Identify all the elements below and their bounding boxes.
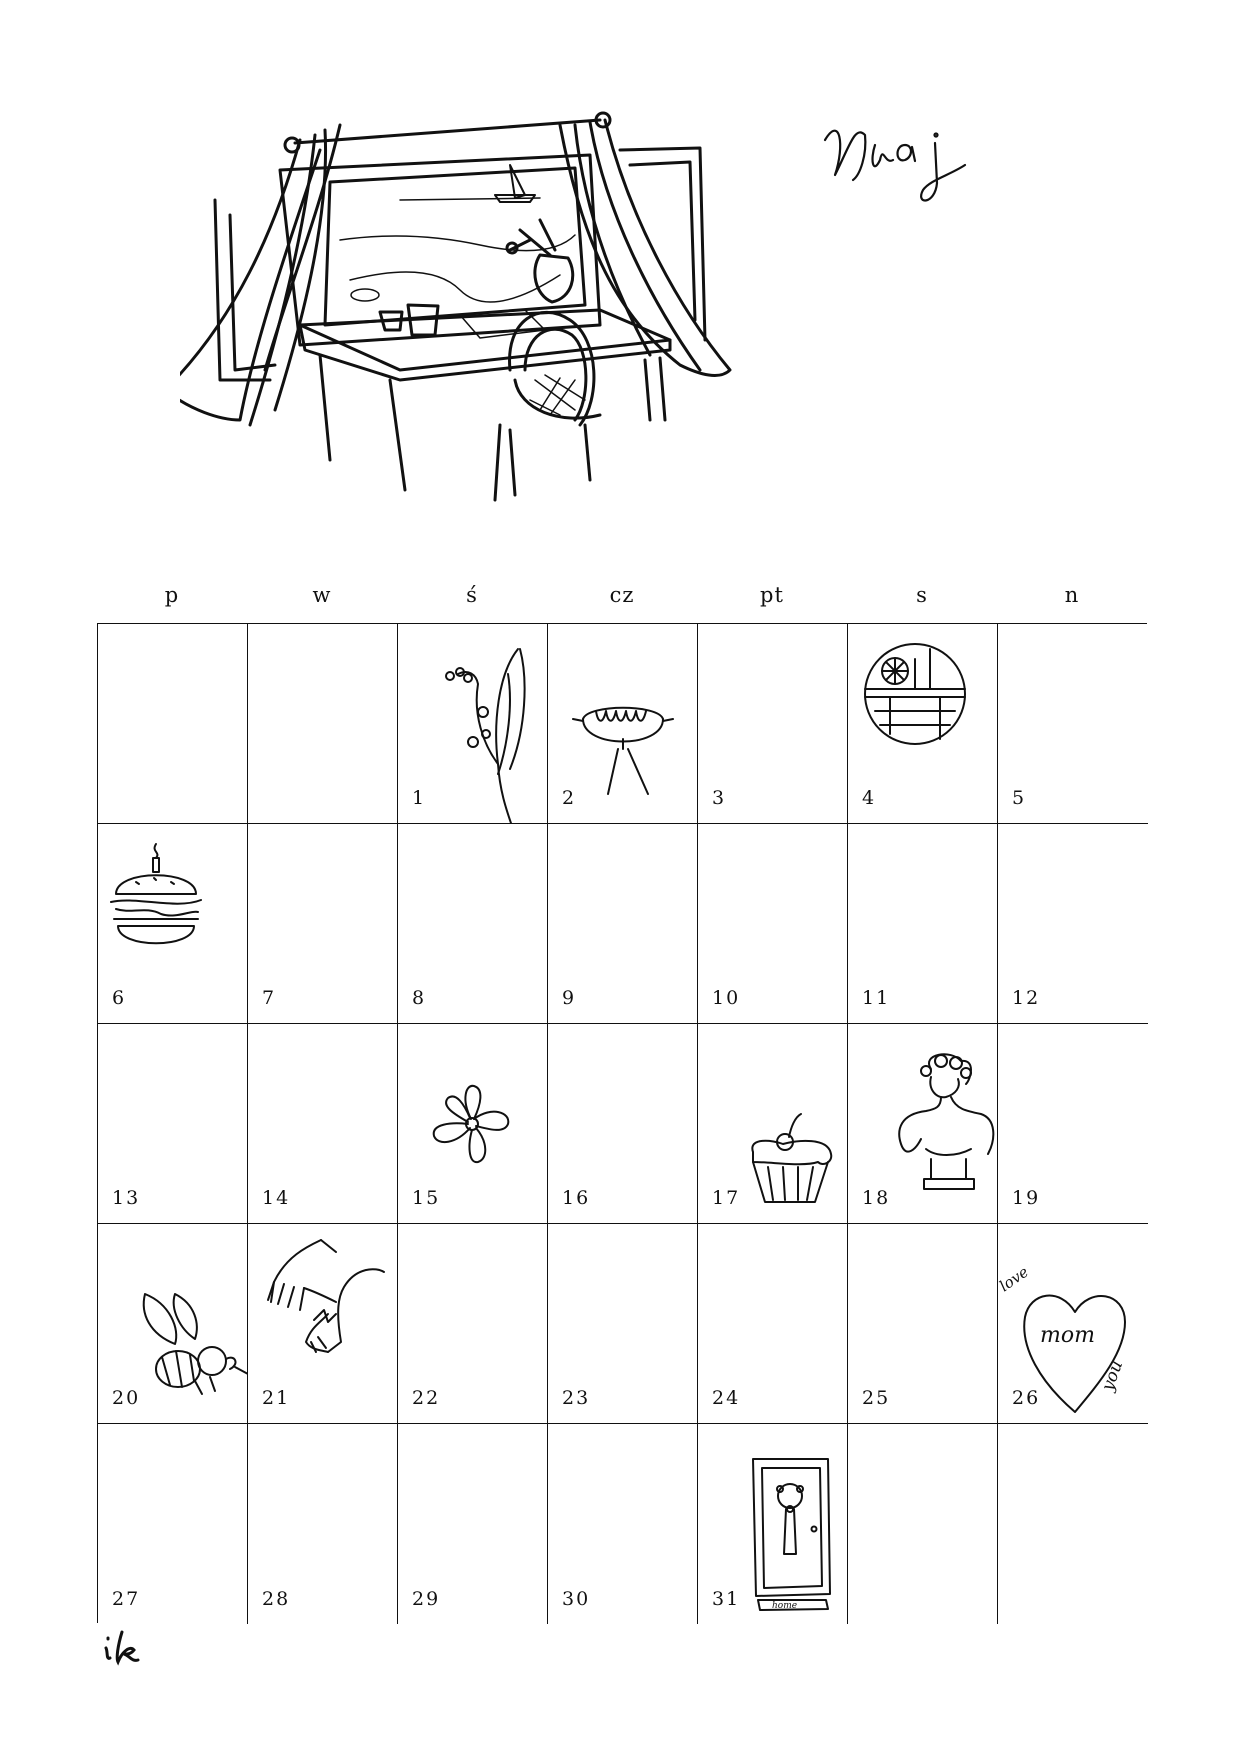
weekday-header: pt [760, 583, 784, 607]
day-number: 1 [412, 787, 427, 809]
calendar-cell[interactable] [548, 824, 698, 1024]
day-number: 3 [712, 787, 727, 809]
calendar-cell[interactable] [248, 1224, 398, 1424]
calendar-cell[interactable] [398, 824, 548, 1024]
calendar-cell[interactable] [548, 624, 698, 824]
calendar-cell[interactable] [98, 1224, 248, 1424]
day-number: 17 [712, 1187, 741, 1209]
calendar-cell[interactable] [698, 624, 848, 824]
heart-love-text: love [995, 1262, 1032, 1296]
calendar-cell[interactable] [995, 1224, 1148, 1424]
heart-you-text: you [1097, 1357, 1128, 1394]
day-number: 20 [112, 1387, 141, 1409]
bee-icon [140, 1289, 250, 1399]
calendar-cell-empty [248, 624, 398, 824]
day-number: 4 [862, 787, 877, 809]
calendar-cell[interactable] [98, 824, 248, 1024]
day-number: 30 [562, 1588, 591, 1610]
day-number: 12 [1012, 987, 1041, 1009]
day-number: 18 [862, 1187, 891, 1209]
hands-icon [266, 1232, 386, 1372]
day-number: 27 [112, 1588, 141, 1610]
calendar-cell[interactable] [998, 624, 1148, 824]
birthday-burger-icon [106, 844, 206, 954]
calendar-cell-empty [98, 624, 248, 824]
day-number: 21 [262, 1387, 291, 1409]
calendar-cell[interactable] [848, 1024, 998, 1224]
day-number: 7 [262, 987, 277, 1009]
death-star-icon [860, 639, 970, 749]
calendar-cell[interactable] [248, 1024, 398, 1224]
calendar-cell[interactable] [548, 1424, 698, 1624]
day-number: 23 [562, 1387, 591, 1409]
day-number: 6 [112, 987, 127, 1009]
weekday-header: cz [609, 583, 635, 607]
calendar-cell[interactable] [98, 1024, 248, 1224]
door-icon [748, 1454, 838, 1614]
weekday-header: w [312, 583, 332, 607]
calendar-cell[interactable] [248, 1424, 398, 1624]
calendar-cell[interactable] [848, 824, 998, 1024]
month-title [805, 105, 985, 215]
calendar-cell[interactable] [998, 824, 1148, 1024]
calendar-grid [97, 623, 1147, 1623]
day-number: 16 [562, 1187, 591, 1209]
day-number: 29 [412, 1588, 441, 1610]
day-number: 28 [262, 1588, 291, 1610]
calendar-cell-empty [848, 1424, 998, 1624]
calendar-cell[interactable] [698, 1424, 848, 1624]
calendar-cell[interactable] [848, 1224, 998, 1424]
day-number: 25 [862, 1387, 891, 1409]
calendar-cell[interactable] [698, 1024, 848, 1224]
calendar-cell[interactable] [398, 624, 548, 824]
day-number: 13 [112, 1187, 141, 1209]
calendar-cell[interactable] [548, 1024, 698, 1224]
calendar-cell[interactable] [398, 1224, 548, 1424]
doormat-text: home [772, 1601, 798, 1611]
day-number: 10 [712, 987, 741, 1009]
day-number: 31 [712, 1588, 741, 1610]
weekday-header: n [1064, 583, 1080, 607]
window-desk-scene-icon [180, 80, 840, 570]
day-number: 11 [862, 987, 891, 1009]
calendar-cell[interactable] [998, 1024, 1148, 1224]
calendar-cell[interactable] [848, 624, 998, 824]
weekday-header: p [164, 583, 180, 607]
weekday-header-row [97, 583, 1147, 623]
day-number: 26 [1012, 1387, 1041, 1409]
bust-statue-icon [896, 1049, 996, 1209]
calendar-cell[interactable] [698, 824, 848, 1024]
lily-of-the-valley-icon [438, 634, 538, 834]
day-number: 14 [262, 1187, 291, 1209]
flower-icon [426, 1084, 516, 1169]
calendar-cell[interactable] [698, 1224, 848, 1424]
day-number: 24 [712, 1387, 741, 1409]
day-number: 2 [562, 787, 577, 809]
calendar-cell[interactable] [398, 1424, 548, 1624]
weekday-header: s [916, 583, 928, 607]
calendar-cell[interactable] [98, 1424, 248, 1624]
weekday-header: ś [466, 583, 478, 607]
calendar-cell[interactable] [548, 1224, 698, 1424]
day-number: 5 [1012, 787, 1027, 809]
day-number: 22 [412, 1387, 441, 1409]
calendar-cell[interactable] [398, 1024, 548, 1224]
day-number: 19 [1012, 1187, 1041, 1209]
grill-icon [568, 699, 678, 799]
cupcake-icon [743, 1112, 843, 1212]
day-number: 8 [412, 987, 427, 1009]
heart-mom-text: mom [1040, 1323, 1095, 1348]
artist-signature [100, 1630, 160, 1670]
day-number: 9 [562, 987, 577, 1009]
calendar-cell[interactable] [248, 824, 398, 1024]
day-number: 15 [412, 1187, 441, 1209]
calendar-cell-empty [998, 1424, 1148, 1624]
